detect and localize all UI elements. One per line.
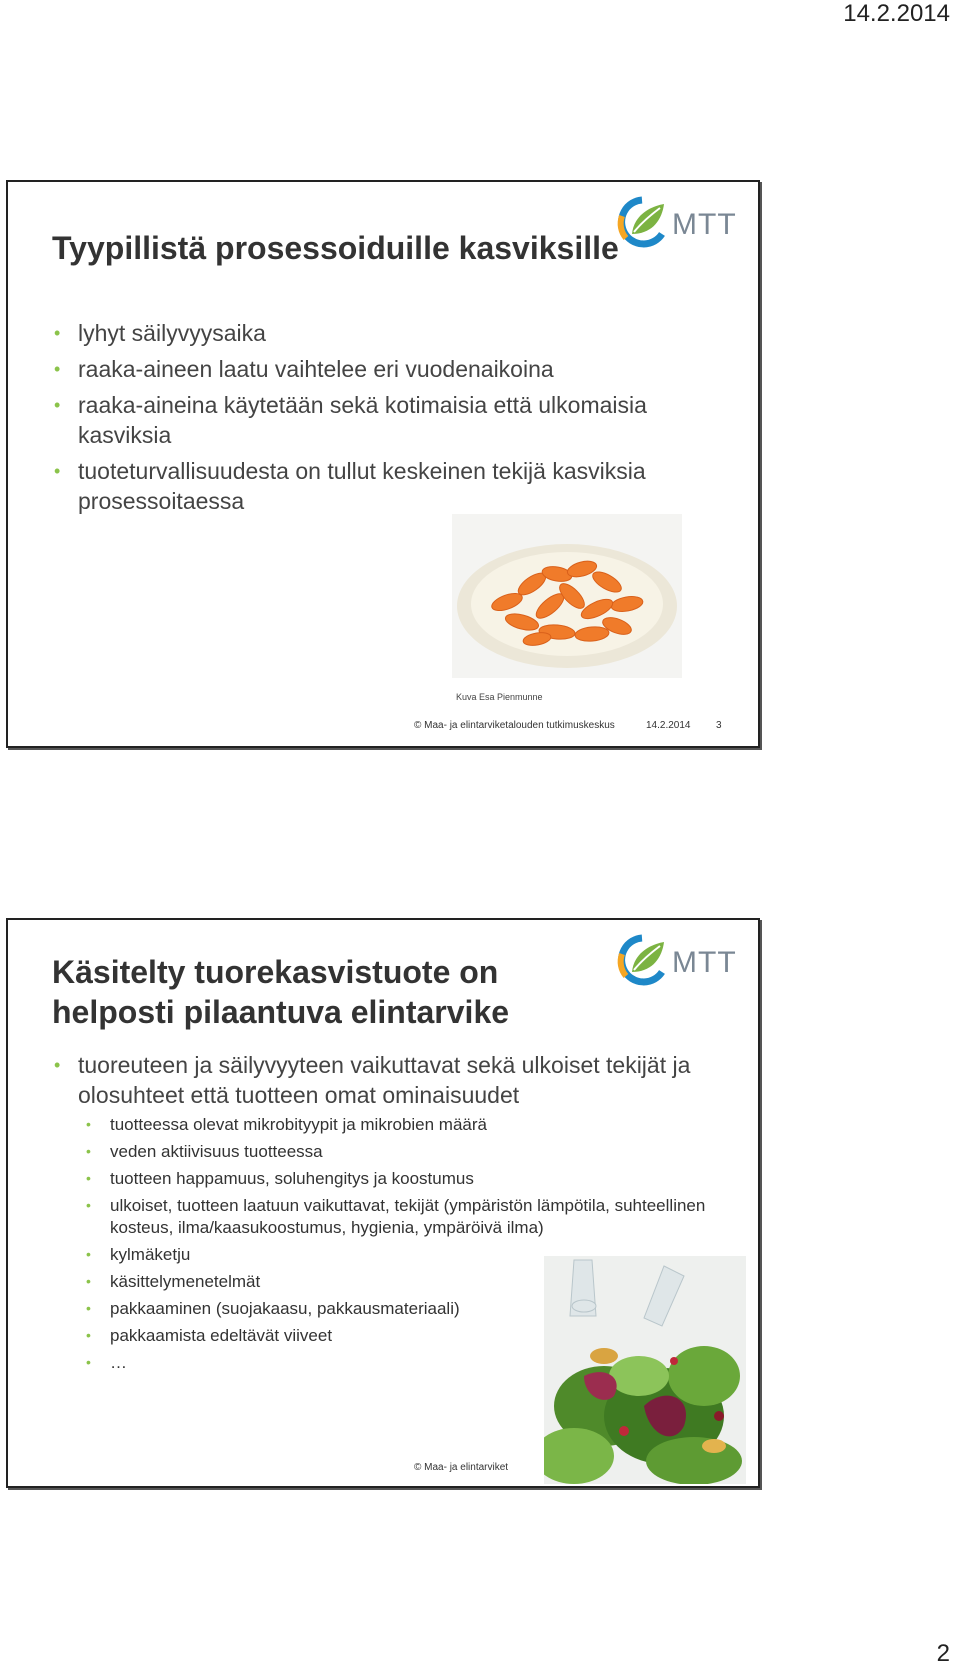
bullet-dot-icon: •: [86, 1143, 91, 1159]
bullet-dot-icon: •: [54, 395, 61, 415]
slide-title: [52, 952, 509, 1032]
list-item: • tuoreuteen ja säilyvyyteen vaikuttavat sekä ulkoiset tekijät ja olosuhteet että tuotteen omat ominaisuudet: [54, 1052, 691, 1108]
list-item: • pakkaaminen (suojakaasu, pakkausmateriaali): [86, 1299, 460, 1318]
slide-title-line: Käsitelty tuorekasvistuote on: [52, 954, 499, 990]
list-item: • lyhyt säilyvyysaika: [54, 320, 266, 346]
logo-text: MTT: [672, 208, 737, 241]
bullet-dot-icon: •: [54, 323, 61, 343]
list-item: • käsittelymenetelmät: [86, 1272, 261, 1291]
mtt-leaf-icon: [612, 194, 672, 250]
page-date: 14.2.2014: [843, 0, 950, 27]
slide-title-line: helposti pilaantuva elintarvike: [52, 994, 510, 1030]
slide-footer: © Maa- ja elintarviket: [414, 1462, 509, 1473]
list-item: • tuotteessa olevat mikrobityypit ja mikrobien määrä: [86, 1115, 487, 1134]
slide-title: Tyypillistä prosessoiduille kasviksille: [52, 230, 619, 266]
list-item: • veden aktiivisuus tuotteessa: [86, 1142, 323, 1161]
bullet-dot-icon: •: [54, 359, 61, 379]
bullet-list: [54, 318, 728, 522]
bullet-dot-icon: •: [54, 1055, 61, 1075]
bullet-dot-icon: •: [86, 1197, 91, 1213]
bullet-dot-icon: •: [86, 1246, 91, 1262]
mtt-leaf-icon: [612, 932, 672, 988]
slide-3: [6, 180, 760, 748]
list-item: • kylmäketju: [86, 1245, 191, 1264]
list-item: • tuoteturvallisuudesta on tullut keskeinen tekijä kasviksia prosessoitaessa: [54, 458, 646, 514]
bullet-dot-icon: •: [86, 1327, 91, 1343]
bullet-dot-icon: •: [54, 461, 61, 481]
slide-footer: © Maa- ja elintarviketalouden tutkimuskeskus: [414, 720, 615, 731]
bullet-dot-icon: •: [86, 1170, 91, 1186]
page-number: 2: [936, 1640, 950, 1667]
logo-text: MTT: [672, 946, 737, 979]
list-item: • raaka-aineina käytetään sekä kotimaisia että ulkomaisia kasviksia: [54, 392, 647, 448]
bullet-dot-icon: •: [86, 1116, 91, 1132]
bullet-dot-icon: •: [86, 1300, 91, 1316]
slide-footer-date: 14.2.2014: [646, 720, 691, 731]
slide-number: 3: [716, 720, 722, 731]
mtt-logo: [612, 194, 750, 254]
list-item: • ulkoiset, tuotteen laatuun vaikuttavat, tekijät (ympäristön lämpötila, suhteellinen kosteus, ilma/kaasukoostumus, hygienia, ympäröivä ilma): [86, 1196, 706, 1237]
list-item: • pakkaamista edeltävät viiveet: [86, 1326, 333, 1345]
list-item: • raaka-aineen laatu vaihtelee eri vuodenaikoina: [54, 356, 554, 382]
mtt-logo: [612, 932, 750, 992]
salad-photo: [544, 1256, 746, 1484]
photo-credit: Kuva Esa Pienmunne: [456, 692, 543, 702]
bullet-dot-icon: •: [86, 1273, 91, 1289]
list-item: • …: [86, 1353, 127, 1372]
carrots-photo: [452, 514, 682, 678]
list-item: • tuotteen happamuus, soluhengitys ja koostumus: [86, 1169, 474, 1188]
slide-4: [6, 918, 760, 1488]
bullet-dot-icon: •: [86, 1354, 91, 1370]
